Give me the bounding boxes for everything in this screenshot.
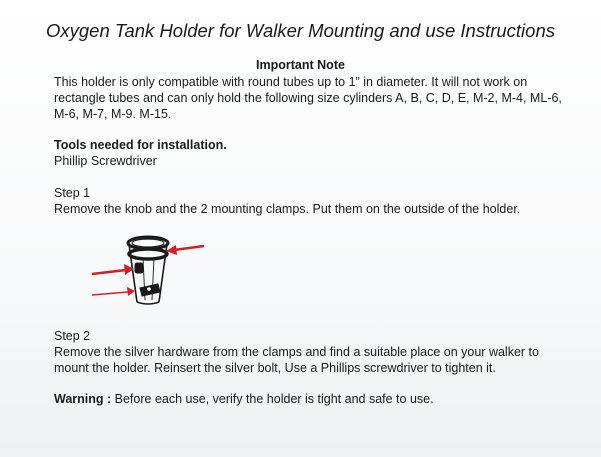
step1-text: Remove the knob and the 2 mounting clamps. Put them on the outside of the holder. [54, 202, 521, 216]
tools-item: Phillip Screwdriver [54, 154, 157, 168]
holder-body [128, 237, 168, 304]
step1-label: Step 1 [54, 186, 91, 200]
page-title: Oxygen Tank Holder for Walker Mounting and use Instructions [45, 20, 555, 41]
tools-heading: Tools needed for installation. [54, 138, 227, 152]
warning-paragraph [54, 391, 574, 407]
step2-text: Remove the silver hardware from the clamps and find a suitable place on your walker to mount the holder. Reinsert the silver bolt, Use a Phillips screwdriver to tighten it. [54, 345, 539, 375]
important-note-text: This holder is only compatible with round tubes up to 1” in diameter. It will not work on rectangle tubes and can only hold the following size cylinders A, B, C, D, E, M-2, M-4, ML-6, M-6, M-7, M-9. M-15. [54, 75, 562, 121]
warning-label: Warning : [54, 392, 112, 406]
warning-text: Before each use, verify the holder is tight and safe to use. [111, 392, 434, 406]
important-note-heading: Important Note [256, 58, 345, 72]
oxygen-holder-illustration-icon [88, 232, 210, 308]
step2-label: Step 2 [54, 329, 91, 343]
